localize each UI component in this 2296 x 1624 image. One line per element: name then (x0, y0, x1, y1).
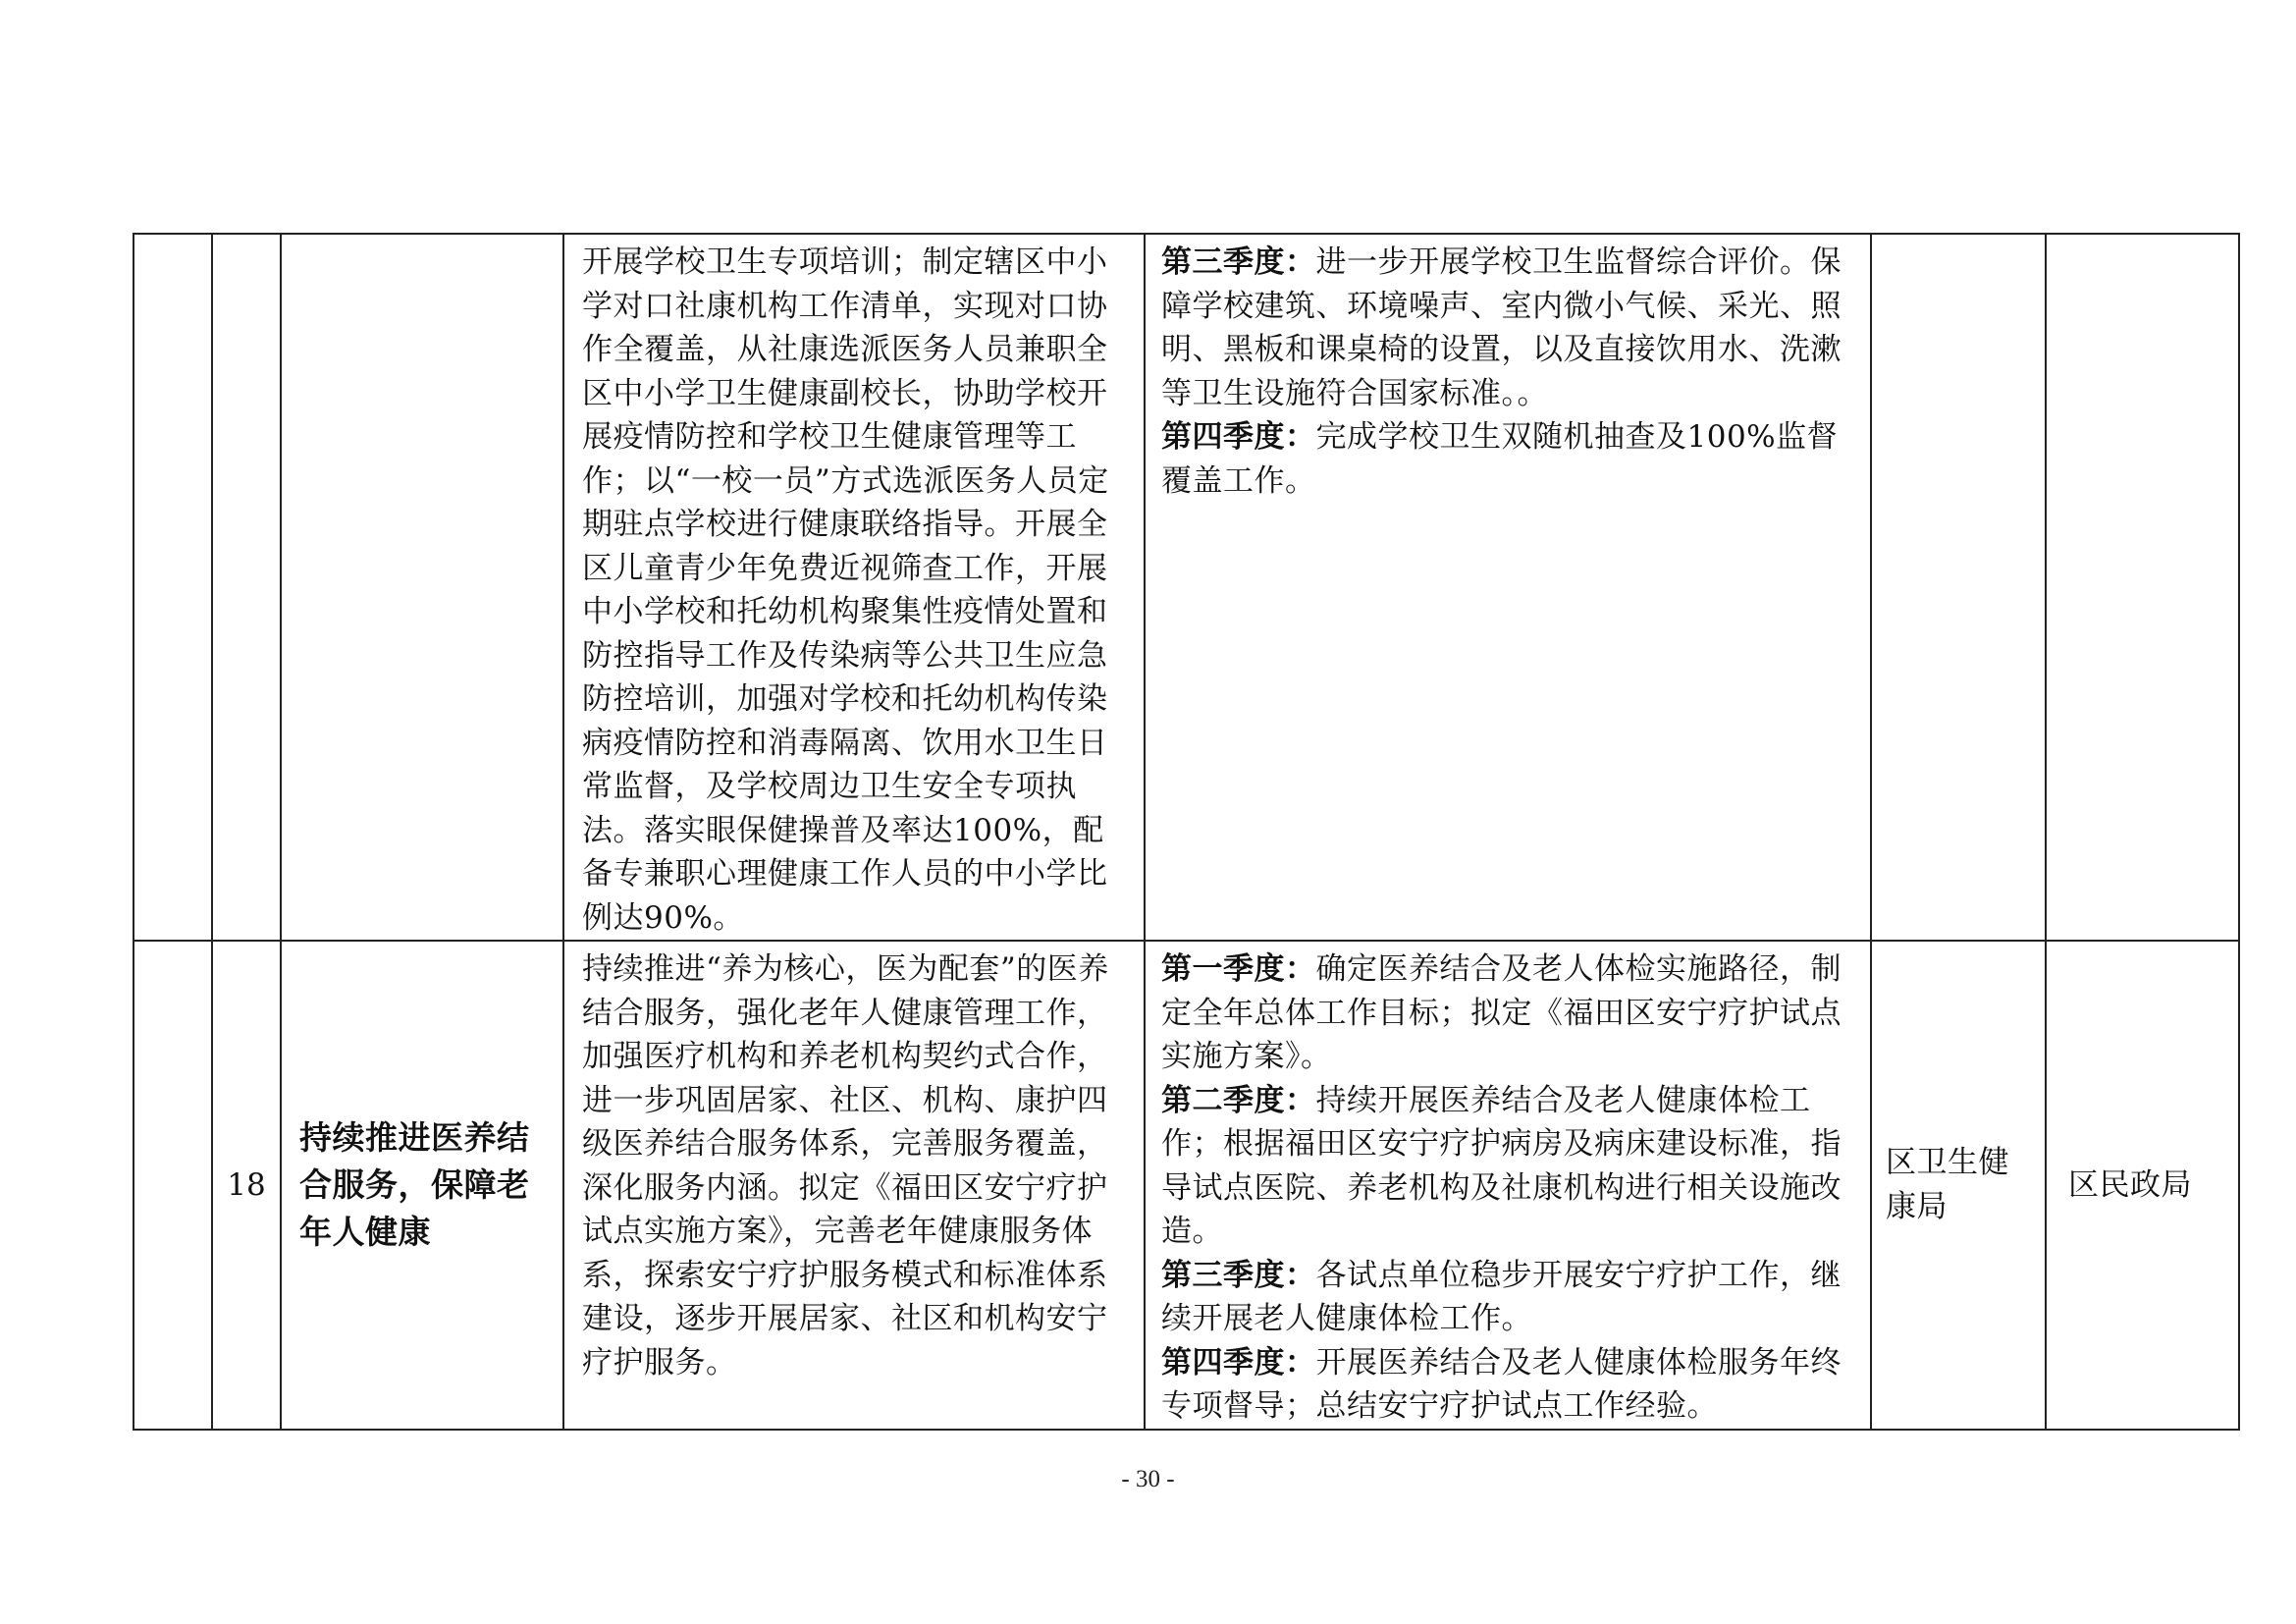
quarter-text: 开展医养结合及老人健康体检服务年终专项督导；总结安宁疗护试点工作经验。 (1161, 1344, 1842, 1424)
row-number-cell (212, 234, 281, 941)
quarter-label: 第三季度： (1161, 244, 1316, 280)
quarter-text: 各试点单位稳步开展安宁疗护工作，继续开展老人健康体检工作。 (1161, 1257, 1842, 1336)
task-title-cell (281, 234, 563, 941)
page-number: - 30 - (1121, 1466, 1175, 1492)
task-content: 开展学校卫生专项培训；制定辖区中小学对口社康机构工作清单，实现对口协作全覆盖，从社康选派医务人员兼职全区中小学卫生健康副校长，协助学校开展疫情防控和学校卫生健康管理等工作；以“一校一员”方式选派医务人员定期驻点学校进行健康联络指导。开展全区儿童青少年免费近视筛查工作，开展中小学校和托幼机构聚集性疫情处置和防控指导工作及传染病等公共卫生应急防控培训，加强对学校和托幼机构传染病疫情防控和消毒隔离、饮用水卫生日常监督，及学校周边卫生安全专项执法。落实眼保健操普及率达100%，配备专兼职心理健康工作人员的中小学比例达90%。 (582, 244, 1109, 936)
lead-unit: 区卫生健康局 (1886, 1145, 2009, 1224)
quarter-plan-entry (1161, 1341, 1852, 1429)
lead-unit-cell (1871, 234, 2046, 941)
lead-unit-cell (1871, 941, 2046, 1430)
quarter-plan-entry (1161, 241, 1852, 415)
task-content: 持续推进“养为核心，医为配套”的医养结合服务，强化老年人健康管理工作，加强医疗机构和养老机构契约式合作，进一步巩固居家、社区、机构、康护四级医养结合服务体系，完善服务覆盖，深化服务内涵。拟定《福田区安宁疗护试点实施方案》，完善老年健康服务体系，探索安宁疗护服务模式和标准体系建设，逐步开展居家、社区和机构安宁疗护服务。 (582, 951, 1109, 1380)
quarter-plan-entry (1161, 415, 1852, 503)
table-row (133, 941, 2239, 1430)
cooperating-unit-cell (2046, 941, 2239, 1430)
quarter-label: 第三季度： (1161, 1257, 1316, 1293)
row-number-cell (212, 941, 281, 1430)
quarter-label: 第二季度： (1161, 1082, 1316, 1118)
row-number: 18 (227, 1166, 266, 1203)
quarter-text: 持续开展医养结合及老人健康体检工作；根据福田区安宁疗护病房及病床建设标准，指导试点医院、养老机构及社康机构进行相关设施改造。 (1161, 1082, 1842, 1249)
task-title: 持续推进医养结合服务，保障老年人健康 (299, 1117, 530, 1251)
task-content-cell (563, 234, 1145, 941)
task-title-cell (281, 941, 563, 1430)
task-content-cell (563, 941, 1145, 1430)
quarter-text: 完成学校卫生双随机抽查及100%监督覆盖工作。 (1161, 419, 1839, 499)
cooperating-unit: 区民政局 (2068, 1166, 2192, 1203)
quarterly-plan-cell (1145, 941, 1871, 1430)
category-cell (133, 234, 212, 941)
quarter-label: 第四季度： (1161, 1344, 1316, 1380)
table-row (133, 234, 2239, 941)
cooperating-unit-cell (2046, 234, 2239, 941)
quarterly-plan-cell (1145, 234, 1871, 941)
work-plan-table (133, 233, 2240, 1431)
quarter-plan-entry (1161, 1254, 1852, 1341)
quarter-label: 第四季度： (1161, 419, 1316, 455)
quarter-label: 第一季度： (1161, 951, 1316, 987)
category-cell (133, 941, 212, 1430)
quarter-plan-entry (1161, 1079, 1852, 1254)
quarter-plan-entry (1161, 947, 1852, 1079)
quarter-text: 确定医养结合及老人体检实施路径，制定全年总体工作目标；拟定《福田区安宁疗护试点实施方案》。 (1161, 951, 1842, 1074)
quarter-text: 进一步开展学校卫生监督综合评价。保障学校建筑、环境噪声、室内微小气候、采光、照明、黑板和课桌椅的设置，以及直接饮用水、洗漱等卫生设施符合国家标准。。 (1161, 244, 1842, 411)
